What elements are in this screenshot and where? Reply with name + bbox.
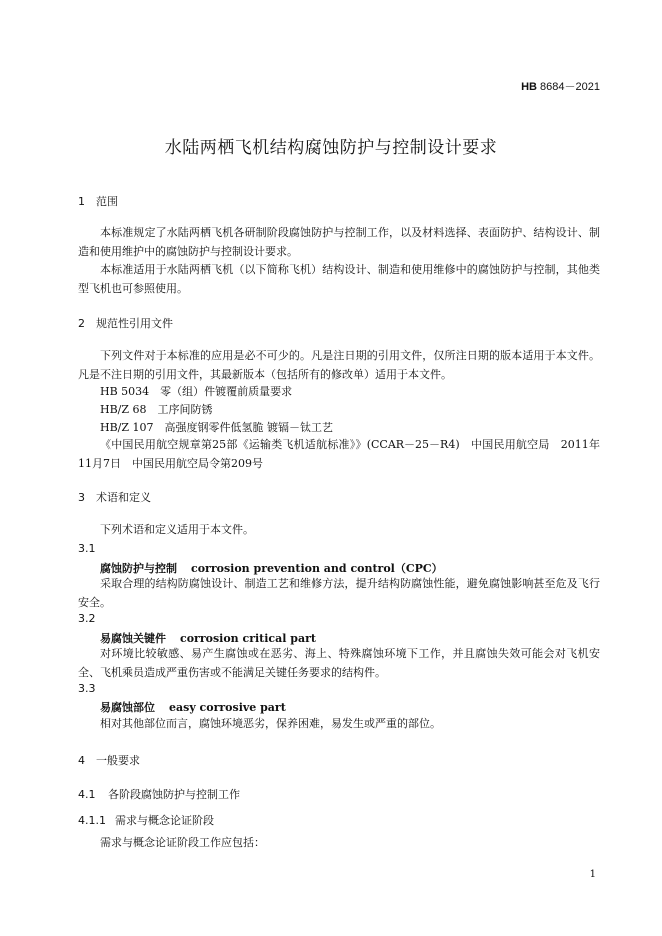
document-title: 水陆两栖飞机结构腐蚀防护与控制设计要求	[164, 138, 498, 158]
term-definition: 对环境比较敏感、易产生腐蚀或在恶劣、海上、特殊腐蚀环境下工作，并且腐蚀失效可能会对飞机安全、飞机乘员造成严重伤害或不能满足关键任务要求的结构件。	[78, 647, 600, 679]
section-number: 4.1	[78, 788, 96, 801]
term-chinese: 腐蚀防护与控制	[100, 562, 177, 575]
section-3-intro: 下列术语和定义适用于本文件。	[100, 523, 254, 536]
reference-item: HB 5034 零（组）件镀覆前质量要求	[100, 385, 293, 398]
standard-code	[521, 78, 600, 94]
term-english: corrosion prevention and control（CPC）	[191, 562, 443, 575]
section-title: 需求与概念论证阶段	[115, 814, 214, 827]
reference-item: HB/Z 68 工序间防锈	[100, 403, 213, 416]
section-number: 3	[78, 491, 85, 504]
section-number: 1	[78, 195, 85, 208]
section-title: 规范性引用文件	[96, 317, 173, 330]
section-1-paragraph-1: 本标准规定了水陆两栖飞机各研制阶段腐蚀防护与控制工作，以及材料选择、表面防护、结构设计、制造和使用维护中的腐蚀防护与控制设计要求。	[78, 226, 600, 258]
standard-code-number: 8684－2021	[537, 81, 600, 93]
section-number: 4	[78, 754, 85, 767]
term-number: 3.2	[78, 612, 96, 625]
section-1-paragraph-2: 本标准适用于水陆两栖飞机（以下简称飞机）结构设计、制造和使用维修中的腐蚀防护与控制，其他类型飞机也可参照使用。	[78, 263, 600, 295]
standard-code-prefix: HB	[521, 81, 537, 93]
section-heading-1	[78, 193, 118, 209]
section-2-paragraph-1: 下列文件对于本标准的应用是必不可少的。凡是注日期的引用文件，仅所注日期的版本适用于本文件。凡是不注日期的引用文件，其最新版本（包括所有的修改单）适用于本文件。	[78, 349, 600, 381]
term-chinese: 易腐蚀部位	[100, 701, 155, 714]
term-number: 3.3	[78, 682, 96, 695]
section-heading-3	[78, 489, 151, 505]
section-title: 范围	[96, 195, 118, 208]
term-number: 3.1	[78, 542, 96, 555]
section-title: 各阶段腐蚀防护与控制工作	[108, 788, 240, 801]
subsection-heading-4-1	[78, 786, 240, 802]
reference-item: HB/Z 107 高强度钢零件低氢脆 镀镉－钛工艺	[100, 421, 334, 434]
term-entry	[100, 699, 286, 715]
term-chinese: 易腐蚀关键件	[100, 632, 166, 645]
term-english: easy corrosive part	[169, 701, 286, 714]
section-title: 一般要求	[96, 754, 140, 767]
page-number: 1	[589, 869, 596, 880]
term-definition: 相对其他部位而言，腐蚀环境恶劣，保养困难，易发生或严重的部位。	[100, 717, 441, 730]
term-definition: 采取合理的结构防腐蚀设计、制造工艺和维修方法，提升结构防腐蚀性能，避免腐蚀影响甚至危及飞行安全。	[78, 577, 600, 609]
term-entry	[100, 630, 316, 646]
subsection-heading-4-1-1	[78, 812, 214, 828]
section-heading-2	[78, 315, 173, 331]
section-title: 术语和定义	[96, 491, 151, 504]
section-number: 4.1.1	[78, 814, 106, 827]
term-english: corrosion critical part	[180, 632, 316, 645]
term-entry	[100, 560, 443, 576]
reference-item-ccar: 《中国民用航空规章第25部《运输类飞机适航标准》》(CCAR－25－R4) 中国民用航空局 2011年11月7日 中国民用航空局令第209号	[78, 438, 600, 470]
section-heading-4	[78, 752, 140, 768]
section-4-1-1-paragraph: 需求与概念论证阶段工作应包括：	[100, 836, 265, 849]
section-number: 2	[78, 317, 85, 330]
